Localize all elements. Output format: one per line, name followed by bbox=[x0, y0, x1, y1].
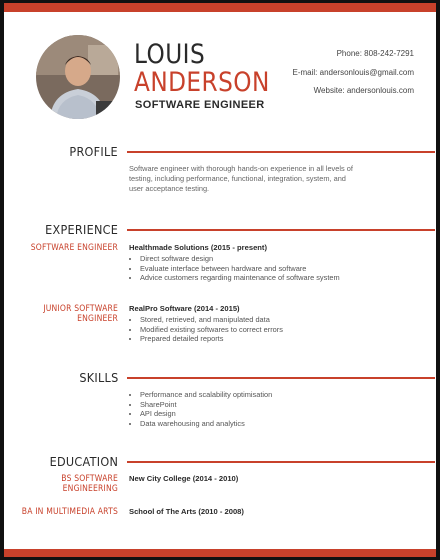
list-item: • Evaluate interface between hardware and software bbox=[140, 264, 368, 274]
job-company-2: RealPro Software (2014 - 2015) bbox=[129, 304, 240, 313]
bottom-accent-bar bbox=[4, 549, 436, 557]
education-school-2: School of The Arts (2010 - 2008) bbox=[129, 507, 244, 516]
education-school-1: New City College (2014 - 2010) bbox=[129, 474, 239, 483]
job-bullets-2 bbox=[129, 315, 368, 344]
experience-heading: EXPERIENCE bbox=[44, 222, 118, 237]
profile-text: Software engineer with thorough hands-on experience in all levels of testing, including performance, functional, integration, system, and user acceptance testing. bbox=[129, 164, 353, 193]
skills-divider bbox=[127, 377, 435, 379]
experience-divider bbox=[127, 229, 435, 231]
job-title: SOFTWARE ENGINEER bbox=[135, 99, 265, 111]
list-item: • Advice customers regarding maintenance of software system bbox=[140, 273, 368, 283]
skills-heading: SKILLS bbox=[78, 370, 118, 385]
job-company-1: Healthmade Solutions (2015 - present) bbox=[129, 243, 267, 252]
contact-email: E-mail: andersonlouis@gmail.com bbox=[292, 68, 414, 77]
skills-list bbox=[129, 390, 368, 428]
resume-page bbox=[4, 3, 436, 557]
list-item: • Performance and scalability optimisation bbox=[140, 390, 368, 400]
top-accent-bar bbox=[4, 3, 436, 12]
list-item: • Stored, retrieved, and manipulated data bbox=[140, 315, 368, 325]
list-item: • Data warehousing and analytics bbox=[140, 419, 368, 429]
education-degree-1: BS SOFTWARE ENGINEERING bbox=[61, 474, 118, 494]
profile-divider bbox=[127, 151, 435, 153]
last-name: ANDERSON bbox=[134, 67, 270, 98]
education-degree-2: BA IN MULTIMEDIA ARTS bbox=[21, 507, 118, 517]
job-role-1: SOFTWARE ENGINEER bbox=[30, 243, 118, 253]
profile-photo bbox=[36, 35, 120, 119]
list-item: • API design bbox=[140, 409, 368, 419]
list-item: • Modified existing softwares to correct errors bbox=[140, 325, 368, 335]
list-item: • SharePoint bbox=[140, 400, 368, 410]
list-item: • Prepared detailed reports bbox=[140, 334, 368, 344]
education-heading: EDUCATION bbox=[49, 454, 118, 469]
job-role-2: JUNIOR SOFTWARE ENGINEER bbox=[43, 304, 118, 324]
profile-heading: PROFILE bbox=[69, 144, 118, 159]
job-bullets-1 bbox=[129, 254, 368, 283]
contact-website: Website: andersonlouis.com bbox=[313, 86, 414, 95]
education-divider bbox=[127, 461, 435, 463]
list-item: • Direct software design bbox=[140, 254, 368, 264]
first-name: LOUIS bbox=[134, 39, 206, 70]
contact-phone: Phone: 808-242-7291 bbox=[336, 49, 414, 58]
